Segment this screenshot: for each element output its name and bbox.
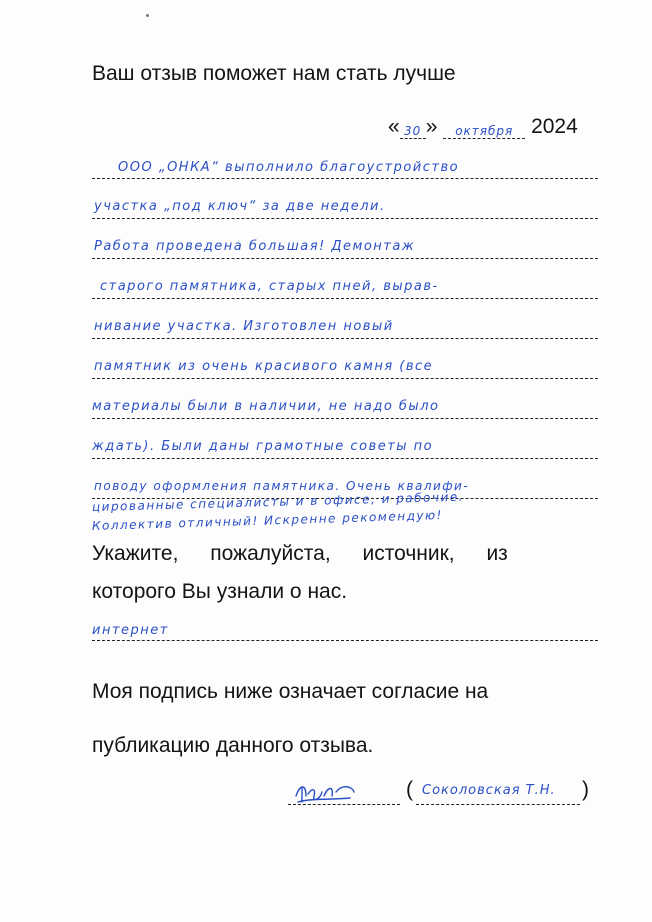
source-answer-line[interactable] [92,640,598,641]
name-close-paren: ) [582,778,589,801]
source-answer-text: интернет [92,623,169,638]
date-open-quote: « [388,115,400,138]
consent-text-1: Моя подпись ниже означает согласие на [92,680,489,703]
review-line-4[interactable] [92,298,598,299]
name-open-paren: ( [406,778,413,801]
date-month-field[interactable] [443,114,525,139]
review-line-3[interactable] [92,258,598,259]
review-line-7[interactable] [92,418,598,419]
review-text-line: Коллектив отличный! Искренне рекомендую! [91,507,444,533]
review-line-5[interactable] [92,338,598,339]
source-question-line-1 [92,542,598,566]
signature-row [288,778,600,808]
date-year: 2024 [531,115,578,138]
review-line-8[interactable] [92,458,598,459]
review-text-line: Работа проведена большая! Демонтаж [94,239,416,254]
handwritten-signature [292,778,362,808]
paper-speck [146,14,149,17]
review-text-line: цированные специалисты и в офисе, и рабочие. [91,489,465,514]
date-month-value: октября [455,124,514,138]
review-text-line: поводу оформления памятника. Очень квалифи- [94,479,470,493]
signer-name: Соколовская Т.Н. [422,783,556,798]
review-text-line: ждать). Были даны грамотные советы по [92,439,434,454]
name-field[interactable] [416,782,580,805]
review-text-line: материалы были в наличии, не надо было [92,399,440,414]
date-day-field[interactable] [400,114,426,139]
signature-field[interactable] [288,784,400,805]
review-text-line: нивание участка. Изготовлен новый [94,319,394,334]
form-title: Ваш отзыв поможет нам стать лучше [92,62,456,85]
review-text-line: ООО „ОНКА“ выполнило благоустройство [118,160,460,175]
consent-text-2: публикацию данного отзыва. [92,734,374,757]
source-question-line-2: которого Вы узнали о нас. [92,580,348,603]
review-text-line: участка „под ключ“ за две недели. [94,199,386,214]
date-day-value: 30 [404,124,422,138]
review-text-line: старого памятника, старых пней, вырав- [100,279,439,294]
date-row [388,114,578,140]
review-text-line: памятник из очень красивого камня (все [94,359,434,374]
date-close-quote: » [425,115,438,138]
review-line-1[interactable] [92,178,598,179]
review-line-2[interactable] [92,218,598,219]
source-question-text-1: Укажите, пожалуйста, источник, из [92,542,508,565]
review-line-6[interactable] [92,378,598,379]
